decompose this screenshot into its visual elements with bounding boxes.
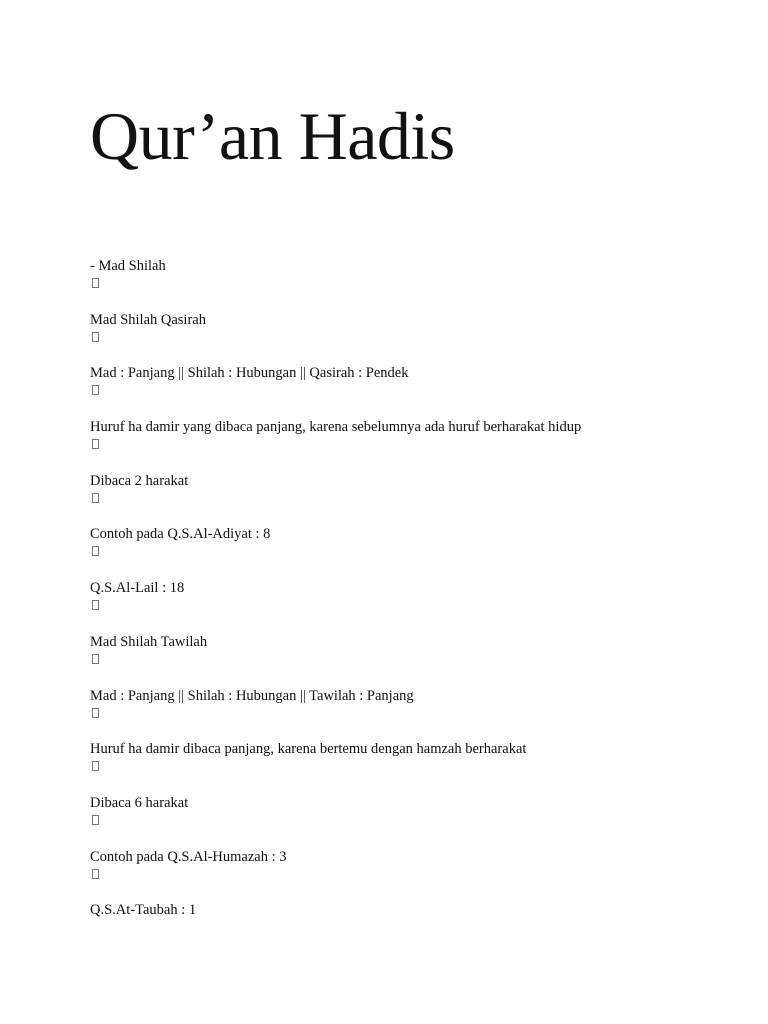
missing-glyph-icon	[92, 546, 99, 556]
list-item	[90, 311, 581, 365]
missing-glyph-icon	[92, 332, 99, 342]
missing-glyph-icon	[92, 385, 99, 395]
list-item	[90, 418, 581, 472]
entry-text: Q.S.Al-Lail : 18	[90, 580, 185, 597]
missing-glyph-icon	[92, 708, 99, 718]
entry-text: Huruf ha damir yang dibaca panjang, karena sebelumnya ada huruf berharakat hidup	[90, 419, 582, 436]
list-item	[90, 579, 581, 633]
page-title: Qur’an Hadis	[90, 98, 455, 174]
list-item	[90, 472, 581, 526]
entry-text: Dibaca 6 harakat	[90, 794, 189, 811]
entry-text: Contoh pada Q.S.Al-Adiyat : 8	[90, 526, 271, 543]
entry-list	[90, 257, 581, 955]
entry-text: Contoh pada Q.S.Al-Humazah : 3	[90, 848, 287, 865]
missing-glyph-icon	[92, 600, 99, 610]
missing-glyph-icon	[92, 278, 99, 288]
list-item	[90, 257, 581, 311]
list-item	[90, 901, 581, 955]
entry-text: Mad Shilah Tawilah	[90, 633, 208, 650]
list-item	[90, 364, 581, 418]
list-item	[90, 525, 581, 579]
entry-text: Q.S.At-Taubah : 1	[90, 902, 197, 919]
entry-text: Mad : Panjang || Shilah : Hubungan || Qasirah : Pendek	[90, 365, 409, 382]
entry-text: - Mad Shilah	[90, 258, 166, 274]
missing-glyph-icon	[92, 439, 99, 449]
missing-glyph-icon	[92, 493, 99, 503]
missing-glyph-icon	[92, 654, 99, 664]
missing-glyph-icon	[92, 761, 99, 771]
list-item	[90, 794, 581, 848]
list-item	[90, 848, 581, 902]
entry-text: Mad Shilah Qasirah	[90, 311, 206, 328]
list-item	[90, 687, 581, 741]
entry-text: Huruf ha damir dibaca panjang, karena bertemu dengan hamzah berharakat	[90, 741, 527, 758]
missing-glyph-icon	[92, 815, 99, 825]
entry-text: Dibaca 2 harakat	[90, 472, 189, 489]
list-item	[90, 633, 581, 687]
entry-text: Mad : Panjang || Shilah : Hubungan || Tawilah : Panjang	[90, 687, 414, 704]
missing-glyph-icon	[92, 869, 99, 879]
list-item	[90, 740, 581, 794]
